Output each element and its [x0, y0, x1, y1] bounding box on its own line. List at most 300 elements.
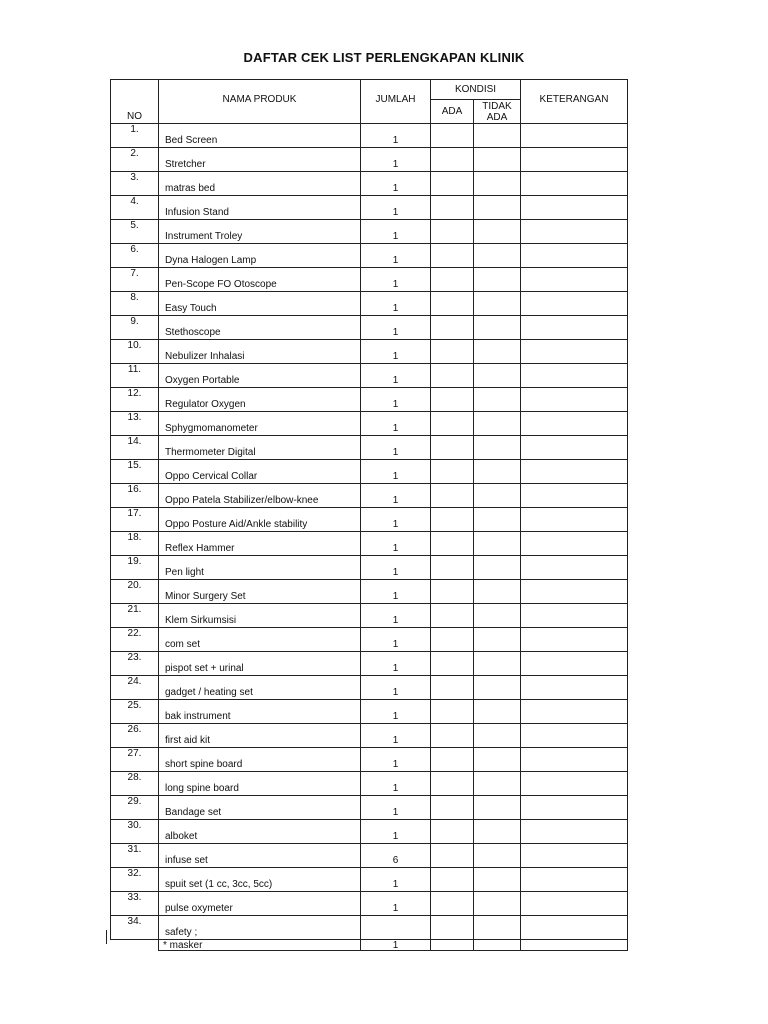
product-name-cell [159, 580, 361, 604]
product-name-cell [159, 532, 361, 556]
tidak-ada-checkbox-cell[interactable] [474, 532, 521, 556]
quantity-cell [361, 388, 431, 412]
quantity: 1 [392, 375, 399, 386]
tidak-ada-checkbox-cell[interactable] [474, 940, 521, 951]
keterangan-cell[interactable] [521, 436, 628, 460]
quantity: 1 [392, 159, 399, 170]
tidak-ada-checkbox-cell[interactable] [474, 508, 521, 532]
ada-checkbox-cell[interactable] [431, 796, 474, 820]
quantity-cell [361, 556, 431, 580]
tidak-ada-checkbox-cell[interactable] [474, 724, 521, 748]
quantity: 1 [392, 207, 399, 218]
table-row [111, 484, 628, 508]
quantity-cell [361, 244, 431, 268]
row-number: 11. [111, 364, 159, 388]
product-name-cell [159, 916, 361, 940]
ada-checkbox-cell[interactable] [431, 292, 474, 316]
quantity: 1 [392, 783, 399, 794]
tidak-ada-checkbox-cell[interactable] [474, 460, 521, 484]
product-name: Sphygmomanometer [165, 423, 258, 434]
product-name: matras bed [165, 183, 216, 194]
row-number: 9. [111, 316, 159, 340]
product-name-cell [159, 556, 361, 580]
quantity: 1 [392, 639, 399, 650]
ada-checkbox-cell[interactable] [431, 484, 474, 508]
table-row [111, 436, 628, 460]
row-number: 26. [111, 724, 159, 748]
product-name-cell [159, 604, 361, 628]
ada-checkbox-cell[interactable] [431, 388, 474, 412]
quantity-cell [361, 796, 431, 820]
product-name-cell [159, 196, 361, 220]
table-row [111, 820, 628, 844]
quantity-cell [361, 772, 431, 796]
table-row [111, 316, 628, 340]
tidak-ada-checkbox-cell[interactable] [474, 244, 521, 268]
tidak-ada-checkbox-cell[interactable] [474, 340, 521, 364]
keterangan-cell[interactable] [521, 124, 628, 148]
product-name: Bandage set [165, 807, 222, 818]
table-row [111, 292, 628, 316]
ada-checkbox-cell[interactable] [431, 892, 474, 916]
row-number: 12. [111, 388, 159, 412]
tidak-ada-checkbox-cell[interactable] [474, 676, 521, 700]
product-name: Stethoscope [165, 327, 221, 338]
table-row [111, 700, 628, 724]
ada-checkbox-cell[interactable] [431, 748, 474, 772]
row-number: 34. [111, 916, 159, 940]
keterangan-cell[interactable] [521, 292, 628, 316]
table-row [111, 196, 628, 220]
keterangan-cell[interactable] [521, 412, 628, 436]
ada-checkbox-cell[interactable] [431, 628, 474, 652]
tidak-ada-checkbox-cell[interactable] [474, 892, 521, 916]
header-no: NO [111, 80, 159, 124]
product-name-cell [159, 748, 361, 772]
table-row [111, 244, 628, 268]
table-row [111, 628, 628, 652]
product-name-cell [159, 820, 361, 844]
quantity-cell [361, 508, 431, 532]
product-name-cell [159, 892, 361, 916]
tidak-ada-checkbox-cell[interactable] [474, 628, 521, 652]
product-name-cell [159, 508, 361, 532]
quantity-cell [361, 748, 431, 772]
product-name-cell [159, 220, 361, 244]
ada-checkbox-cell[interactable] [431, 700, 474, 724]
ada-checkbox-cell[interactable] [431, 676, 474, 700]
quantity-cell [361, 652, 431, 676]
quantity-cell [361, 292, 431, 316]
row-number: 6. [111, 244, 159, 268]
product-name: Nebulizer Inhalasi [165, 351, 245, 362]
product-name-cell [159, 148, 361, 172]
product-name: Pen light [165, 567, 204, 578]
header-tidak-ada: TIDAK ADA [474, 100, 521, 124]
ada-checkbox-cell[interactable] [431, 772, 474, 796]
quantity-cell [361, 268, 431, 292]
ada-checkbox-cell[interactable] [431, 508, 474, 532]
row-number: 23. [111, 652, 159, 676]
tidak-ada-checkbox-cell[interactable] [474, 772, 521, 796]
table-row [111, 220, 628, 244]
tidak-ada-checkbox-cell[interactable] [474, 388, 521, 412]
ada-checkbox-cell[interactable] [431, 460, 474, 484]
quantity: 1 [392, 231, 399, 242]
table-row [111, 460, 628, 484]
table-row [111, 340, 628, 364]
table-subrow [111, 940, 628, 951]
table-row [111, 268, 628, 292]
keterangan-cell[interactable] [521, 940, 628, 951]
quantity: 1 [392, 543, 399, 554]
row-number: 3. [111, 172, 159, 196]
row-number: 8. [111, 292, 159, 316]
row-number: 16. [111, 484, 159, 508]
table-row [111, 748, 628, 772]
row-number: 7. [111, 268, 159, 292]
ada-checkbox-cell[interactable] [431, 244, 474, 268]
keterangan-cell[interactable] [521, 652, 628, 676]
ada-checkbox-cell[interactable] [431, 196, 474, 220]
product-name: infuse set [165, 855, 208, 866]
table-row [111, 772, 628, 796]
row-number: 17. [111, 508, 159, 532]
row-number: 13. [111, 412, 159, 436]
product-name-cell [159, 844, 361, 868]
ada-checkbox-cell[interactable] [431, 556, 474, 580]
sub-item-name-cell [159, 940, 361, 951]
product-name-cell [159, 460, 361, 484]
quantity: 1 [392, 303, 399, 314]
product-name-cell [159, 436, 361, 460]
quantity-cell [361, 820, 431, 844]
quantity-cell [361, 892, 431, 916]
table-row [111, 652, 628, 676]
keterangan-cell[interactable] [521, 172, 628, 196]
product-name-cell [159, 676, 361, 700]
quantity-cell [361, 844, 431, 868]
product-name-cell [159, 484, 361, 508]
ada-checkbox-cell[interactable] [431, 916, 474, 940]
row-number: 28. [111, 772, 159, 796]
keterangan-cell[interactable] [521, 700, 628, 724]
keterangan-cell[interactable] [521, 196, 628, 220]
ada-checkbox-cell[interactable] [431, 844, 474, 868]
table-row [111, 676, 628, 700]
keterangan-cell[interactable] [521, 244, 628, 268]
ada-checkbox-cell[interactable] [431, 820, 474, 844]
product-name: spuit set (1 cc, 3cc, 5cc) [165, 879, 273, 890]
keterangan-cell[interactable] [521, 604, 628, 628]
quantity-cell [361, 340, 431, 364]
keterangan-cell[interactable] [521, 532, 628, 556]
keterangan-cell[interactable] [521, 676, 628, 700]
keterangan-cell[interactable] [521, 220, 628, 244]
row-number: 22. [111, 628, 159, 652]
quantity-cell [361, 628, 431, 652]
keterangan-cell[interactable] [521, 892, 628, 916]
row-number: 10. [111, 340, 159, 364]
table-row [111, 556, 628, 580]
product-name-cell [159, 796, 361, 820]
header-jumlah: JUMLAH [361, 80, 431, 124]
tidak-ada-checkbox-cell[interactable] [474, 748, 521, 772]
quantity: 1 [392, 279, 399, 290]
product-name: short spine board [165, 759, 243, 770]
product-name: long spine board [165, 783, 239, 794]
product-name: Klem Sirkumsisi [165, 615, 237, 626]
quantity-cell [361, 460, 431, 484]
quantity: 1 [392, 255, 399, 266]
row-number: 4. [111, 196, 159, 220]
table-row [111, 148, 628, 172]
tidak-ada-checkbox-cell[interactable] [474, 124, 521, 148]
keterangan-cell[interactable] [521, 484, 628, 508]
product-name: pulse oxymeter [165, 903, 233, 914]
ada-checkbox-cell[interactable] [431, 220, 474, 244]
row-number: 5. [111, 220, 159, 244]
keterangan-cell[interactable] [521, 316, 628, 340]
row-number: 33. [111, 892, 159, 916]
tidak-ada-checkbox-cell[interactable] [474, 796, 521, 820]
checklist-table [110, 79, 628, 951]
quantity: 1 [392, 351, 399, 362]
tidak-ada-checkbox-cell[interactable] [474, 268, 521, 292]
tidak-ada-checkbox-cell[interactable] [474, 580, 521, 604]
table-row [111, 724, 628, 748]
keterangan-cell[interactable] [521, 820, 628, 844]
margin-line [106, 930, 107, 944]
keterangan-cell[interactable] [521, 844, 628, 868]
page-title: DAFTAR CEK LIST PERLENGKAPAN KLINIK [243, 50, 525, 65]
ada-checkbox-cell[interactable] [431, 172, 474, 196]
quantity: 1 [392, 711, 399, 722]
ada-checkbox-cell[interactable] [431, 436, 474, 460]
keterangan-cell[interactable] [521, 148, 628, 172]
quantity-cell [361, 724, 431, 748]
ada-checkbox-cell[interactable] [431, 532, 474, 556]
quantity-cell [361, 316, 431, 340]
product-name-cell [159, 364, 361, 388]
tidak-ada-checkbox-cell[interactable] [474, 700, 521, 724]
row-number: 27. [111, 748, 159, 772]
keterangan-cell[interactable] [521, 916, 628, 940]
sub-item-name: * masker [163, 940, 203, 951]
product-name-cell [159, 628, 361, 652]
quantity: 1 [392, 471, 399, 482]
table-row [111, 388, 628, 412]
ada-checkbox-cell[interactable] [431, 940, 474, 951]
tidak-ada-checkbox-cell[interactable] [474, 604, 521, 628]
row-number: 2. [111, 148, 159, 172]
sub-item-quantity-cell [361, 940, 431, 951]
tidak-ada-checkbox-cell[interactable] [474, 868, 521, 892]
keterangan-cell[interactable] [521, 460, 628, 484]
quantity: 1 [392, 615, 399, 626]
product-name: Minor Surgery Set [165, 591, 246, 602]
quantity: 1 [392, 423, 399, 434]
tidak-ada-checkbox-cell[interactable] [474, 316, 521, 340]
row-number: 24. [111, 676, 159, 700]
row-number: 15. [111, 460, 159, 484]
ada-checkbox-cell[interactable] [431, 148, 474, 172]
table-row [111, 580, 628, 604]
sub-item-quantity: 1 [392, 940, 399, 951]
tidak-ada-checkbox-cell[interactable] [474, 412, 521, 436]
product-name-cell [159, 172, 361, 196]
row-number: 31. [111, 844, 159, 868]
quantity-cell [361, 676, 431, 700]
product-name: Pen-Scope FO Otoscope [165, 279, 277, 290]
table-row [111, 532, 628, 556]
ada-checkbox-cell[interactable] [431, 124, 474, 148]
quantity: 1 [392, 879, 399, 890]
product-name: Instrument Troley [165, 231, 243, 242]
ada-checkbox-cell[interactable] [431, 268, 474, 292]
product-name: first aid kit [165, 735, 211, 746]
table-row [111, 604, 628, 628]
product-name-cell [159, 412, 361, 436]
tidak-ada-checkbox-cell[interactable] [474, 844, 521, 868]
row-number: 20. [111, 580, 159, 604]
quantity: 1 [392, 759, 399, 770]
row-number: 14. [111, 436, 159, 460]
ada-checkbox-cell[interactable] [431, 580, 474, 604]
product-name: Infusion Stand [165, 207, 229, 218]
quantity-cell [361, 364, 431, 388]
row-number: 18. [111, 532, 159, 556]
tidak-ada-checkbox-cell[interactable] [474, 484, 521, 508]
product-name-cell [159, 772, 361, 796]
quantity-cell [361, 868, 431, 892]
quantity: 1 [392, 135, 399, 146]
ada-checkbox-cell[interactable] [431, 340, 474, 364]
keterangan-cell[interactable] [521, 388, 628, 412]
quantity: 1 [392, 831, 399, 842]
product-name: Oppo Patela Stabilizer/elbow-knee [165, 495, 319, 506]
row-number: 32. [111, 868, 159, 892]
product-name-cell [159, 244, 361, 268]
product-name-cell [159, 316, 361, 340]
quantity-cell [361, 124, 431, 148]
tidak-ada-checkbox-cell[interactable] [474, 148, 521, 172]
ada-checkbox-cell[interactable] [431, 316, 474, 340]
row-number: 29. [111, 796, 159, 820]
quantity: 1 [392, 327, 399, 338]
row-number: 25. [111, 700, 159, 724]
ada-checkbox-cell[interactable] [431, 412, 474, 436]
product-name-cell [159, 292, 361, 316]
product-name: safety ; [165, 927, 198, 938]
header-row-top [111, 80, 628, 100]
product-name-cell [159, 724, 361, 748]
ada-checkbox-cell[interactable] [431, 724, 474, 748]
keterangan-cell[interactable] [521, 340, 628, 364]
tidak-ada-checkbox-cell[interactable] [474, 220, 521, 244]
keterangan-cell[interactable] [521, 580, 628, 604]
table-row [111, 916, 628, 940]
quantity: 6 [392, 855, 399, 866]
table-row [111, 172, 628, 196]
quantity: 1 [392, 903, 399, 914]
row-number: 21. [111, 604, 159, 628]
keterangan-cell[interactable] [521, 796, 628, 820]
tidak-ada-checkbox-cell[interactable] [474, 364, 521, 388]
product-name-cell [159, 124, 361, 148]
quantity-cell [361, 484, 431, 508]
quantity-cell [361, 196, 431, 220]
tidak-ada-checkbox-cell[interactable] [474, 556, 521, 580]
tidak-ada-checkbox-cell[interactable] [474, 292, 521, 316]
row-number: 1. [111, 124, 159, 148]
product-name: Reflex Hammer [165, 543, 235, 554]
header-keterangan: KETERANGAN [521, 80, 628, 124]
quantity: 1 [392, 183, 399, 194]
product-name: pispot set + urinal [165, 663, 244, 674]
quantity: 1 [392, 519, 399, 530]
keterangan-cell[interactable] [521, 628, 628, 652]
quantity: 1 [392, 447, 399, 458]
table-row [111, 508, 628, 532]
product-name-cell [159, 388, 361, 412]
quantity: 1 [392, 687, 399, 698]
product-name: Thermometer Digital [165, 447, 256, 458]
keterangan-cell[interactable] [521, 748, 628, 772]
tidak-ada-checkbox-cell[interactable] [474, 436, 521, 460]
ada-checkbox-cell[interactable] [431, 364, 474, 388]
quantity: 1 [392, 591, 399, 602]
keterangan-cell[interactable] [521, 724, 628, 748]
tidak-ada-checkbox-cell[interactable] [474, 916, 521, 940]
product-name: Stretcher [165, 159, 206, 170]
quantity-cell [361, 580, 431, 604]
tidak-ada-checkbox-cell[interactable] [474, 820, 521, 844]
quantity-cell [361, 412, 431, 436]
product-name: Oxygen Portable [165, 375, 240, 386]
row-number: 30. [111, 820, 159, 844]
tidak-ada-checkbox-cell[interactable] [474, 196, 521, 220]
ada-checkbox-cell[interactable] [431, 604, 474, 628]
tidak-ada-checkbox-cell[interactable] [474, 172, 521, 196]
quantity-cell [361, 220, 431, 244]
quantity-cell [361, 916, 431, 940]
quantity: 1 [392, 399, 399, 410]
product-name: Oppo Cervical Collar [165, 471, 258, 482]
blank-cell [111, 940, 159, 951]
keterangan-cell[interactable] [521, 508, 628, 532]
tidak-ada-checkbox-cell[interactable] [474, 652, 521, 676]
keterangan-cell[interactable] [521, 556, 628, 580]
keterangan-cell[interactable] [521, 268, 628, 292]
header-nama-produk: NAMA PRODUK [159, 80, 361, 124]
keterangan-cell[interactable] [521, 364, 628, 388]
ada-checkbox-cell[interactable] [431, 868, 474, 892]
keterangan-cell[interactable] [521, 772, 628, 796]
keterangan-cell[interactable] [521, 868, 628, 892]
product-name: alboket [165, 831, 198, 842]
quantity-cell [361, 172, 431, 196]
table-row [111, 868, 628, 892]
product-name: bak instrument [165, 711, 231, 722]
quantity: 1 [392, 807, 399, 818]
quantity-cell [361, 532, 431, 556]
header-ada: ADA [431, 100, 474, 124]
ada-checkbox-cell[interactable] [431, 652, 474, 676]
quantity: 1 [392, 735, 399, 746]
product-name: gadget / heating set [165, 687, 253, 698]
quantity: 1 [392, 567, 399, 578]
